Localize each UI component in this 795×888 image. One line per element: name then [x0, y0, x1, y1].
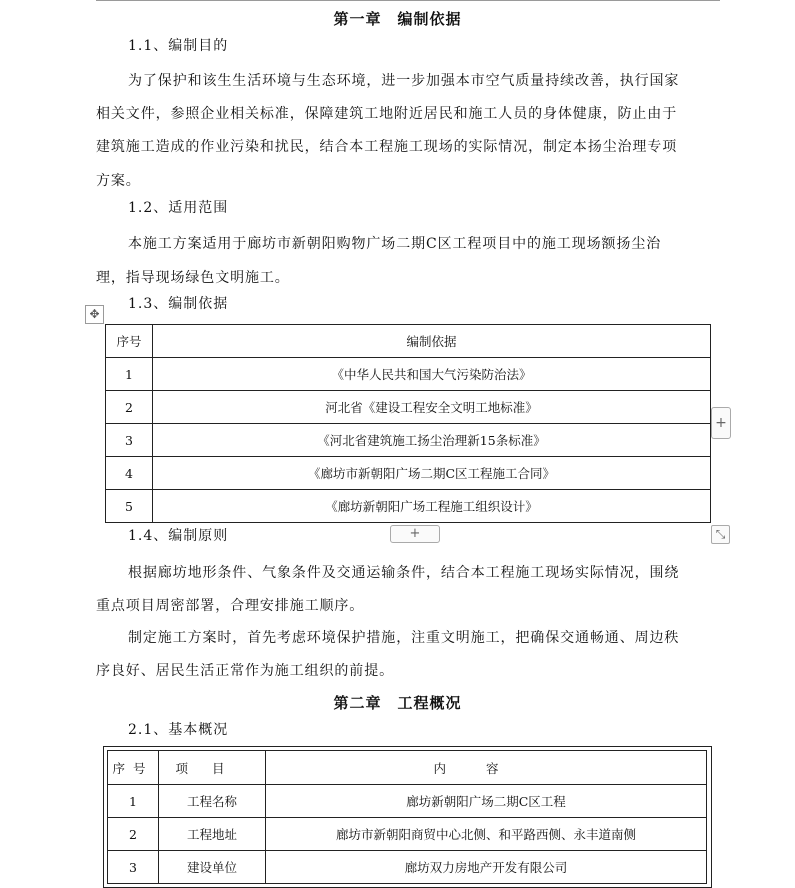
table-cell: 河北省《建设工程安全文明工地标准》: [153, 391, 711, 424]
table-header-row: [106, 325, 711, 358]
table-row: [106, 424, 711, 457]
table-cell: 《廊坊新朝阳广场工程施工组织设计》: [153, 490, 711, 523]
table-row: [108, 851, 707, 884]
section-2-1-heading: 2.1、基本概况: [128, 722, 229, 738]
table-cell: 3: [106, 424, 153, 457]
table-move-handle-icon[interactable]: ✥: [85, 305, 104, 324]
table-cell: 《中华人民共和国大气污染防治法》: [153, 358, 711, 391]
table-row: [106, 457, 711, 490]
paragraph-line: 根据廊坊地形条件、气象条件及交通运输条件，结合本工程施工现场实际情况，围绕: [128, 565, 680, 581]
overview-table: [107, 750, 707, 884]
table-row: [108, 818, 707, 851]
paragraph-line: 方案。: [96, 173, 141, 189]
add-row-button[interactable]: +: [390, 525, 440, 543]
page-top-border: [96, 0, 720, 1]
table-cell: 3: [108, 851, 159, 884]
chapter2-title: 第二章 工程概况: [333, 694, 462, 712]
table-cell: 廊坊双力房地产开发有限公司: [266, 851, 707, 884]
table-cell: 廊坊市新朝阳商贸中心北侧、和平路西侧、永丰道南侧: [266, 818, 707, 851]
table-row: [106, 490, 711, 523]
paragraph-line: 相关文件，参照企业相关标准，保障建筑工地附近居民和施工人员的身体健康，防止由于: [96, 106, 678, 122]
paragraph-line: 建筑施工造成的作业污染和扰民，结合本工程施工现场的实际情况，制定本扬尘治理专项: [96, 139, 678, 155]
table-cell: 5: [106, 490, 153, 523]
table-resize-handle-icon[interactable]: ⤡: [711, 525, 730, 544]
table-row: [106, 391, 711, 424]
basis-table: [105, 324, 711, 523]
section-1-4-heading: 1.4、编制原则: [128, 528, 229, 544]
table-cell: 廊坊新朝阳广场二期C区工程: [266, 785, 707, 818]
paragraph-line: 理，指导现场绿色文明施工。: [96, 270, 290, 286]
paragraph-line: 序良好、居民生活正常作为施工组织的前提。: [96, 663, 394, 679]
section-1-1-heading: 1.1、编制目的: [128, 38, 229, 54]
table-row: [108, 785, 707, 818]
table-cell: 1: [106, 358, 153, 391]
paragraph-line: 为了保护和该生生活环境与生态环境，进一步加强本市空气质量持续改善，执行国家: [128, 73, 680, 89]
header-cell-index: 序号: [106, 325, 153, 358]
paragraph-line: 重点项目周密部署，合理安排施工顺序。: [96, 598, 365, 614]
table-cell: 4: [106, 457, 153, 490]
table-cell: 2: [106, 391, 153, 424]
chapter1-title: 第一章 编制依据: [333, 10, 462, 28]
header-cell-content: 内容: [266, 751, 707, 785]
paragraph-line: 本施工方案适用于廊坊市新朝阳购物广场二期C区工程项目中的施工现场额扬尘治: [128, 236, 662, 252]
table-header-row: [108, 751, 707, 785]
header-cell-basis: 编制依据: [153, 325, 711, 358]
table-cell: 1: [108, 785, 159, 818]
table-cell: 工程名称: [159, 785, 266, 818]
table-cell: 工程地址: [159, 818, 266, 851]
header-cell-item: 项目: [159, 751, 266, 785]
table-cell: 《河北省建筑施工扬尘治理新15条标准》: [153, 424, 711, 457]
header-cell-index: 序号: [108, 751, 159, 785]
section-1-3-heading: 1.3、编制依据: [128, 296, 229, 312]
table-row: [106, 358, 711, 391]
table-cell: 建设单位: [159, 851, 266, 884]
section-1-2-heading: 1.2、适用范围: [128, 200, 229, 216]
table-cell: 《廊坊市新朝阳广场二期C区工程施工合同》: [153, 457, 711, 490]
paragraph-line: 制定施工方案时，首先考虑环境保护措施，注重文明施工，把确保交通畅通、周边秩: [128, 630, 680, 646]
add-column-button[interactable]: +: [711, 407, 731, 439]
table-cell: 2: [108, 818, 159, 851]
